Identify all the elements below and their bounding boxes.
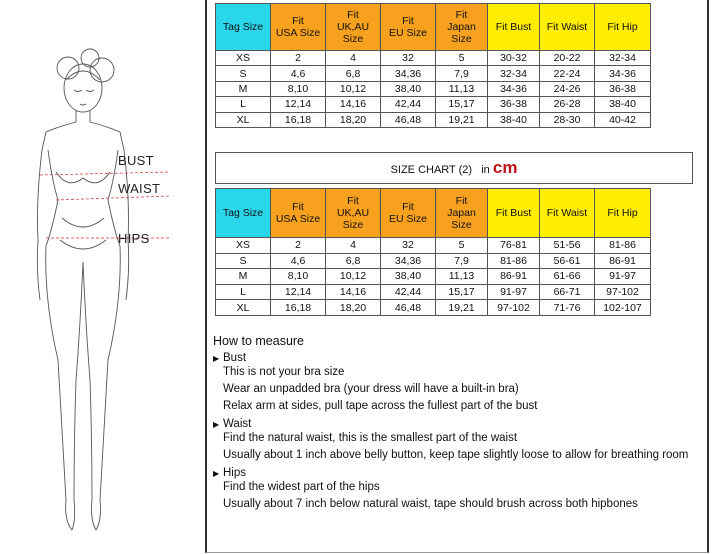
waist-label: WAIST (118, 181, 161, 196)
column-header: Tag Size (216, 189, 271, 238)
bust-label: BUST (118, 153, 154, 168)
value-cell: 15,17 (436, 284, 488, 300)
column-header: Fit EU Size (381, 4, 436, 51)
table-row (216, 253, 651, 269)
size-cell: XS (216, 51, 271, 66)
value-cell: 5 (436, 51, 488, 66)
value-cell: 34,36 (381, 253, 436, 269)
table-row (216, 112, 651, 127)
value-cell: 38,40 (381, 81, 436, 96)
value-cell: 38-40 (488, 112, 540, 127)
column-header: Fit Japan Size (436, 4, 488, 51)
value-cell: 97-102 (488, 300, 540, 316)
table-row (216, 51, 651, 66)
column-header: Fit Bust (488, 189, 540, 238)
table-row (216, 269, 651, 285)
value-cell: 7,9 (436, 66, 488, 81)
measure-instruction: Find the widest part of the hips (223, 481, 380, 493)
size-chart-inches (215, 3, 651, 128)
column-header: Fit Hip (595, 4, 651, 51)
value-cell: 66-71 (540, 284, 595, 300)
measure-section-name: Waist (223, 418, 252, 430)
value-cell: 81-86 (488, 253, 540, 269)
measure-instruction: Wear an unpadded bra (your dress will have a built-in bra) (223, 383, 519, 395)
table-header-row (216, 4, 651, 51)
value-cell: 36-38 (595, 81, 651, 96)
value-cell: 32 (381, 238, 436, 254)
column-header: Fit USA Size (271, 189, 326, 238)
value-cell: 36-38 (488, 97, 540, 112)
measure-instruction: Usually about 1 inch above belly button, keep tape slightly loose to allow for breathing room (223, 449, 689, 461)
value-cell: 2 (271, 238, 326, 254)
value-cell: 86-91 (595, 253, 651, 269)
column-header: Fit Waist (540, 4, 595, 51)
value-cell: 6,8 (326, 253, 381, 269)
value-cell: 61-66 (540, 269, 595, 285)
measure-section-name: Bust (223, 352, 247, 364)
measure-section (213, 418, 703, 464)
value-cell: 26-28 (540, 97, 595, 112)
measure-instruction: Find the natural waist, this is the smallest part of the waist (223, 432, 518, 444)
bullet-arrow-icon: ▶ (213, 468, 220, 478)
measure-section-heading (213, 352, 703, 364)
size-cell: L (216, 284, 271, 300)
chart-title-text: SIZE CHART (2) (390, 164, 473, 176)
value-cell: 4,6 (271, 253, 326, 269)
column-header: Fit UK,AU Size (326, 4, 381, 51)
value-cell: 34-36 (595, 66, 651, 81)
body-figure-illustration (0, 0, 210, 554)
measure-section (213, 467, 703, 513)
column-header: Fit Hip (595, 189, 651, 238)
value-cell: 46,48 (381, 300, 436, 316)
value-cell: 32-34 (595, 51, 651, 66)
value-cell: 24-26 (540, 81, 595, 96)
value-cell: 32 (381, 51, 436, 66)
value-cell: 34,36 (381, 66, 436, 81)
unit-prefix: in (481, 164, 490, 176)
table-row (216, 238, 651, 254)
value-cell: 10,12 (326, 81, 381, 96)
value-cell: 16,18 (271, 300, 326, 316)
value-cell: 6,8 (326, 66, 381, 81)
measure-section (213, 352, 703, 415)
value-cell: 19,21 (436, 112, 488, 127)
unit-cm: cm (492, 158, 518, 177)
column-header: Fit UK,AU Size (326, 189, 381, 238)
value-cell: 42,44 (381, 284, 436, 300)
figure-outline (37, 49, 128, 530)
size-chart-2-title (215, 152, 693, 184)
how-to-measure-title: How to measure (213, 334, 305, 348)
size-cell: XS (216, 238, 271, 254)
column-header: Fit Japan Size (436, 189, 488, 238)
value-cell: 28-30 (540, 112, 595, 127)
value-cell: 46,48 (381, 112, 436, 127)
value-cell: 97-102 (595, 284, 651, 300)
value-cell: 11,13 (436, 269, 488, 285)
value-cell: 2 (271, 51, 326, 66)
table-row (216, 81, 651, 96)
value-cell: 12,14 (271, 284, 326, 300)
table-row (216, 66, 651, 81)
value-cell: 11,13 (436, 81, 488, 96)
value-cell: 18,20 (326, 112, 381, 127)
value-cell: 14,16 (326, 284, 381, 300)
value-cell: 102-107 (595, 300, 651, 316)
size-cell: XL (216, 112, 271, 127)
bullet-arrow-icon: ▶ (213, 353, 220, 363)
value-cell: 22-24 (540, 66, 595, 81)
value-cell: 56-61 (540, 253, 595, 269)
value-cell: 4,6 (271, 66, 326, 81)
value-cell: 14,16 (326, 97, 381, 112)
value-cell: 12,14 (271, 97, 326, 112)
column-header: Fit EU Size (381, 189, 436, 238)
size-cell: S (216, 66, 271, 81)
value-cell: 38,40 (381, 269, 436, 285)
value-cell: 18,20 (326, 300, 381, 316)
value-cell: 38-40 (595, 97, 651, 112)
table-row (216, 97, 651, 112)
value-cell: 8,10 (271, 269, 326, 285)
value-cell: 32-34 (488, 66, 540, 81)
value-cell: 34-36 (488, 81, 540, 96)
value-cell: 19,21 (436, 300, 488, 316)
measure-section-heading (213, 418, 703, 430)
value-cell: 91-97 (595, 269, 651, 285)
column-header: Fit USA Size (271, 4, 326, 51)
measure-instruction: Usually about 7 inch below natural waist, tape should brush across both hipbones (223, 498, 638, 510)
column-header: Fit Bust (488, 4, 540, 51)
value-cell: 10,12 (326, 269, 381, 285)
value-cell: 86-91 (488, 269, 540, 285)
column-header: Tag Size (216, 4, 271, 51)
value-cell: 4 (326, 51, 381, 66)
size-cell: M (216, 269, 271, 285)
size-cell: L (216, 97, 271, 112)
bullet-arrow-icon: ▶ (213, 419, 220, 429)
value-cell: 7,9 (436, 253, 488, 269)
value-cell: 81-86 (595, 238, 651, 254)
value-cell: 4 (326, 238, 381, 254)
value-cell: 20-22 (540, 51, 595, 66)
hips-label: HIPS (118, 231, 150, 246)
value-cell: 5 (436, 238, 488, 254)
measure-section-heading (213, 467, 703, 479)
table-row (216, 300, 651, 316)
column-header: Fit Waist (540, 189, 595, 238)
value-cell: 71-76 (540, 300, 595, 316)
table-row (216, 284, 651, 300)
value-cell: 15,17 (436, 97, 488, 112)
measure-section-name: Hips (223, 467, 247, 479)
size-cell: M (216, 81, 271, 96)
value-cell: 40-42 (595, 112, 651, 127)
table-header-row (216, 189, 651, 238)
value-cell: 42,44 (381, 97, 436, 112)
measure-instruction: Relax arm at sides, pull tape across the fullest part of the bust (223, 400, 538, 412)
size-cell: XL (216, 300, 271, 316)
value-cell: 51-56 (540, 238, 595, 254)
size-cell: S (216, 253, 271, 269)
value-cell: 76-81 (488, 238, 540, 254)
how-to-measure (213, 334, 703, 516)
measure-instruction: This is not your bra size (223, 366, 345, 378)
value-cell: 91-97 (488, 284, 540, 300)
size-chart-cm (215, 188, 651, 316)
value-cell: 16,18 (271, 112, 326, 127)
value-cell: 8,10 (271, 81, 326, 96)
value-cell: 30-32 (488, 51, 540, 66)
